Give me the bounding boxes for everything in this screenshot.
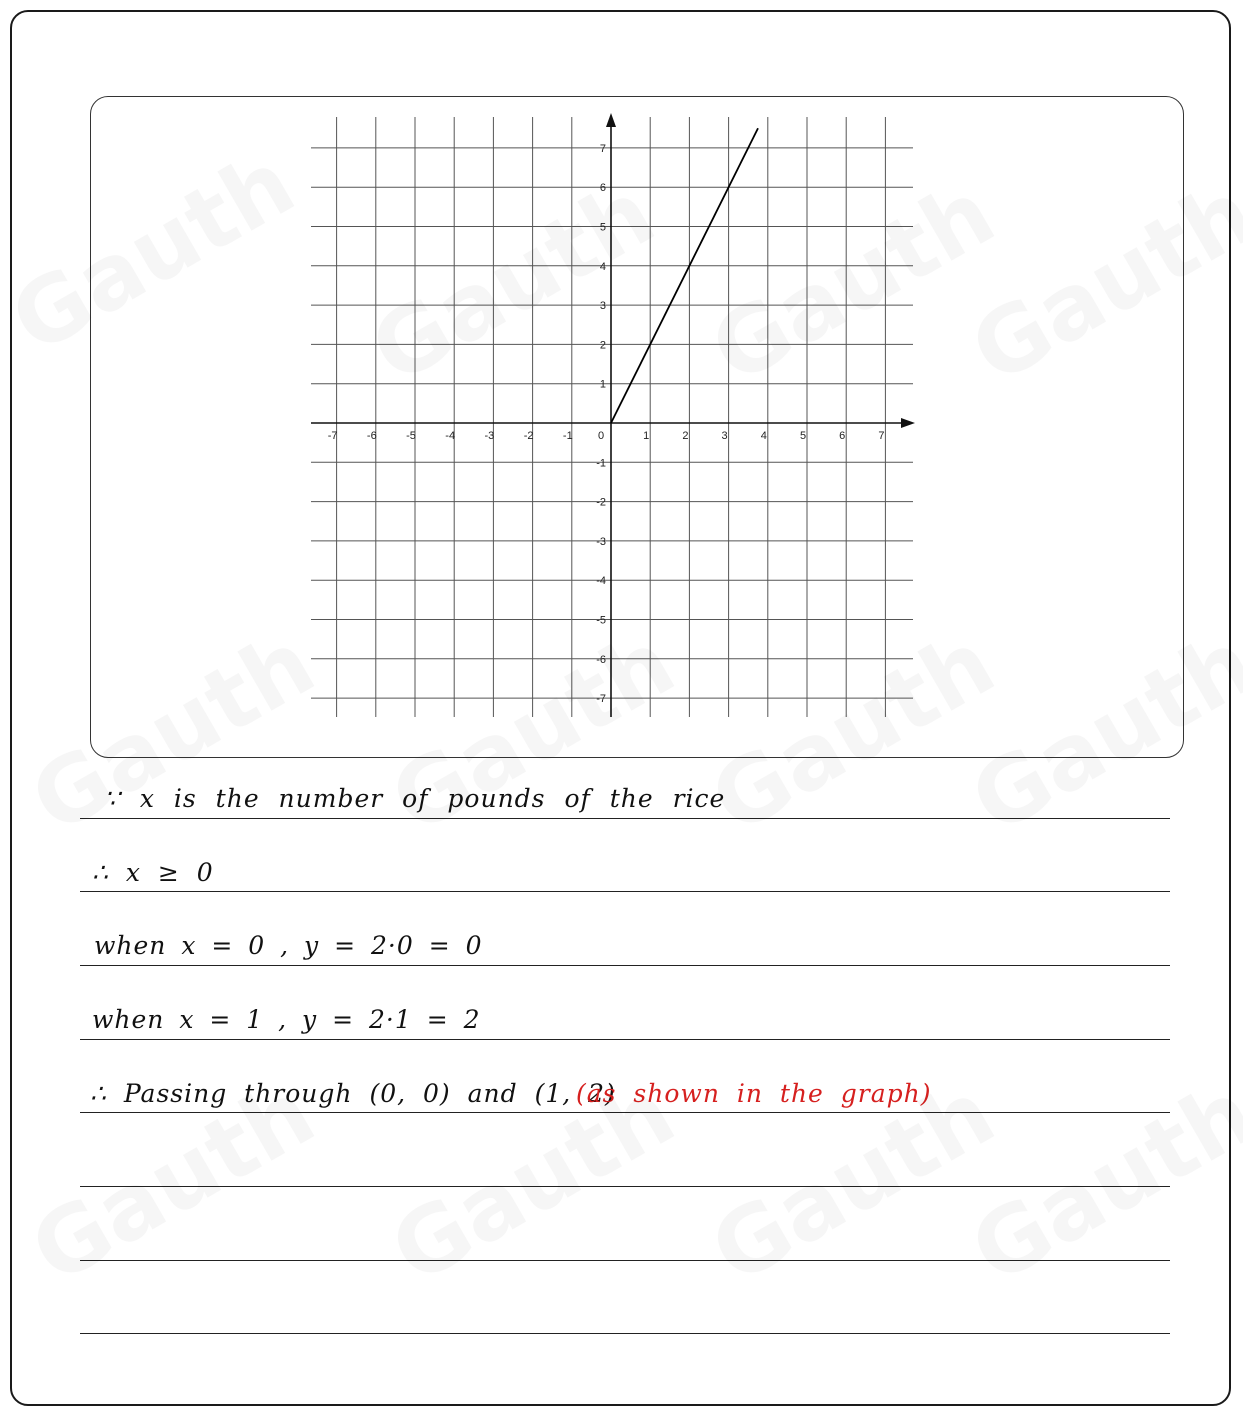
ruled-line	[80, 1260, 1170, 1261]
ruled-line	[80, 818, 1170, 819]
x-tick-label: 1	[643, 430, 650, 442]
ruled-line	[80, 1333, 1170, 1334]
worksheet-frame	[10, 10, 1231, 1406]
y-tick-label: 4	[599, 260, 606, 273]
x-tick-label: -2	[523, 430, 534, 442]
solution-line-point-1: when x = 0 , y = 2·0 = 0	[94, 931, 483, 960]
x-tick-label: 3	[721, 430, 728, 442]
y-tick-label: -4	[596, 575, 606, 588]
y-tick-label: -7	[596, 693, 606, 706]
x-tick-label: -4	[445, 430, 456, 442]
x-tick-label: -6	[366, 430, 377, 442]
ruled-line	[80, 891, 1170, 892]
solution-line-conclusion: ∴ Passing through (0, 0) and (1, 2)	[90, 1079, 616, 1108]
x-tick-label: 0	[597, 430, 605, 442]
x-tick-label: -5	[406, 430, 416, 442]
y-tick-label: 5	[599, 221, 606, 234]
x-tick-label: -1	[562, 430, 573, 442]
graph-panel	[90, 96, 1184, 758]
y-tick-label: 7	[599, 142, 606, 155]
series-line	[611, 128, 758, 423]
y-tick-label: -5	[596, 614, 606, 627]
y-tick-label: 3	[599, 300, 606, 313]
solution-annotation-note: (as shown in the graph)	[576, 1079, 932, 1108]
y-tick-label: -6	[596, 653, 606, 666]
x-tick-label: 6	[839, 430, 846, 442]
y-tick-label: 1	[599, 378, 606, 391]
y-tick-label: -2	[596, 496, 606, 509]
y-tick-label: -1	[596, 457, 606, 470]
x-tick-label: 7	[878, 430, 885, 442]
ruled-line	[80, 1112, 1170, 1113]
y-axis-arrow-icon	[606, 113, 616, 127]
solution-line-domain: ∴ x ≥ 0	[92, 858, 214, 887]
x-tick-label: 4	[760, 430, 767, 442]
y-tick-label: 2	[599, 339, 606, 352]
solution-line-point-2: when x = 1 , y = 2·1 = 2	[92, 1005, 481, 1034]
x-tick-label: -3	[484, 430, 495, 442]
coordinate-graph	[91, 97, 1185, 759]
x-tick-label: -7	[327, 430, 338, 442]
solution-line-given: ∵ x is the number of pounds of the rice	[104, 784, 726, 813]
x-tick-label: 5	[799, 430, 807, 442]
ruled-line	[80, 1186, 1170, 1187]
x-tick-label: 2	[682, 430, 689, 442]
ruled-line	[80, 965, 1170, 966]
y-tick-label: -3	[596, 535, 606, 548]
ruled-line	[80, 1039, 1170, 1040]
y-tick-label: 6	[599, 182, 606, 195]
x-axis-arrow-icon	[901, 418, 915, 428]
